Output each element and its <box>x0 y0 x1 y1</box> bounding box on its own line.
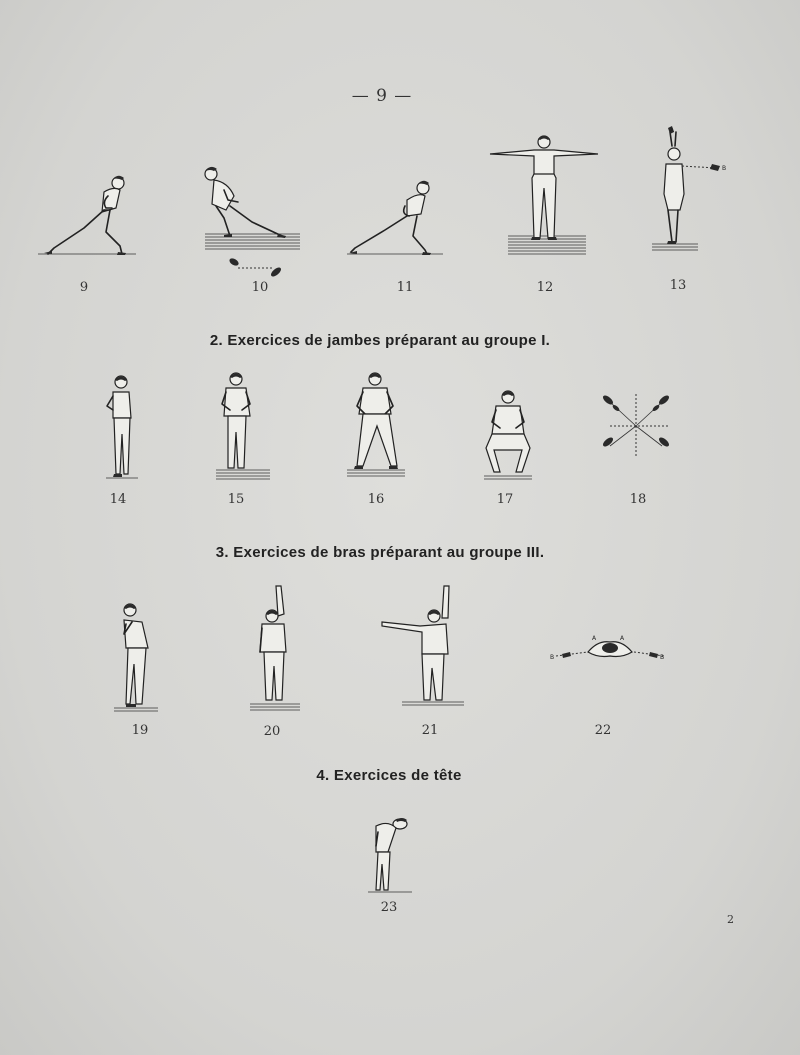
section-heading-arm-exercises: 3. Exercices de bras préparant au groupe III. <box>215 544 545 561</box>
figure-22-mark-b-right: B <box>660 654 665 661</box>
figure-number-9: 9 <box>79 280 89 295</box>
figure-number-21: 21 <box>421 723 439 738</box>
figure-9-lunge-illustration <box>38 170 138 260</box>
figure-number-20: 20 <box>263 724 281 739</box>
figure-22-mark-a-right: A <box>620 635 625 642</box>
figure-number-13: 13 <box>669 278 687 293</box>
figure-number-19: 19 <box>131 723 149 738</box>
figure-number-17: 17 <box>496 492 514 507</box>
figure-number-22: 22 <box>594 723 612 738</box>
figure-16-legs-apart-illustration <box>345 370 407 482</box>
figure-number-12: 12 <box>536 280 554 295</box>
figure-13-mark-a: A <box>670 127 675 134</box>
figure-12-arms-extended-illustration <box>488 132 600 260</box>
figure-17-squat-illustration <box>480 388 536 484</box>
figure-20-one-arm-raised-illustration <box>248 582 302 716</box>
page-number: — 9 — <box>351 86 413 106</box>
figure-19-hand-to-shoulder-illustration <box>112 600 162 718</box>
figure-13-mark-b: B <box>722 165 727 172</box>
figure-number-10: 10 <box>251 280 269 295</box>
figure-10-lunge-illustration <box>200 162 305 282</box>
figure-22-mark-a-left: A <box>592 635 597 642</box>
figure-21-arms-side-and-up-illustration <box>378 582 466 712</box>
signature-mark: 2 <box>727 913 734 926</box>
figure-number-15: 15 <box>227 492 245 507</box>
figure-22-arm-positions-top-view <box>548 630 672 670</box>
figure-number-23: 23 <box>380 900 398 915</box>
figure-14-standing-profile-illustration <box>100 374 142 484</box>
figure-number-16: 16 <box>367 492 385 507</box>
figure-23-head-bend-illustration <box>366 816 416 896</box>
figure-number-14: 14 <box>109 492 127 507</box>
figure-number-18: 18 <box>629 492 647 507</box>
figure-18-foot-positions-diagram <box>596 390 676 460</box>
figure-22-mark-b-left: B <box>550 654 555 661</box>
figure-number-11: 11 <box>396 280 414 295</box>
section-heading-head-exercises: 4. Exercices de tête <box>316 767 462 784</box>
section-heading-leg-exercises: 2. Exercices de jambes préparant au groupe I. <box>209 332 551 349</box>
figure-15-heel-raise-illustration <box>212 370 272 484</box>
figure-13-arms-overhead-illustration <box>648 124 728 256</box>
figure-11-lunge-illustration <box>345 178 445 260</box>
